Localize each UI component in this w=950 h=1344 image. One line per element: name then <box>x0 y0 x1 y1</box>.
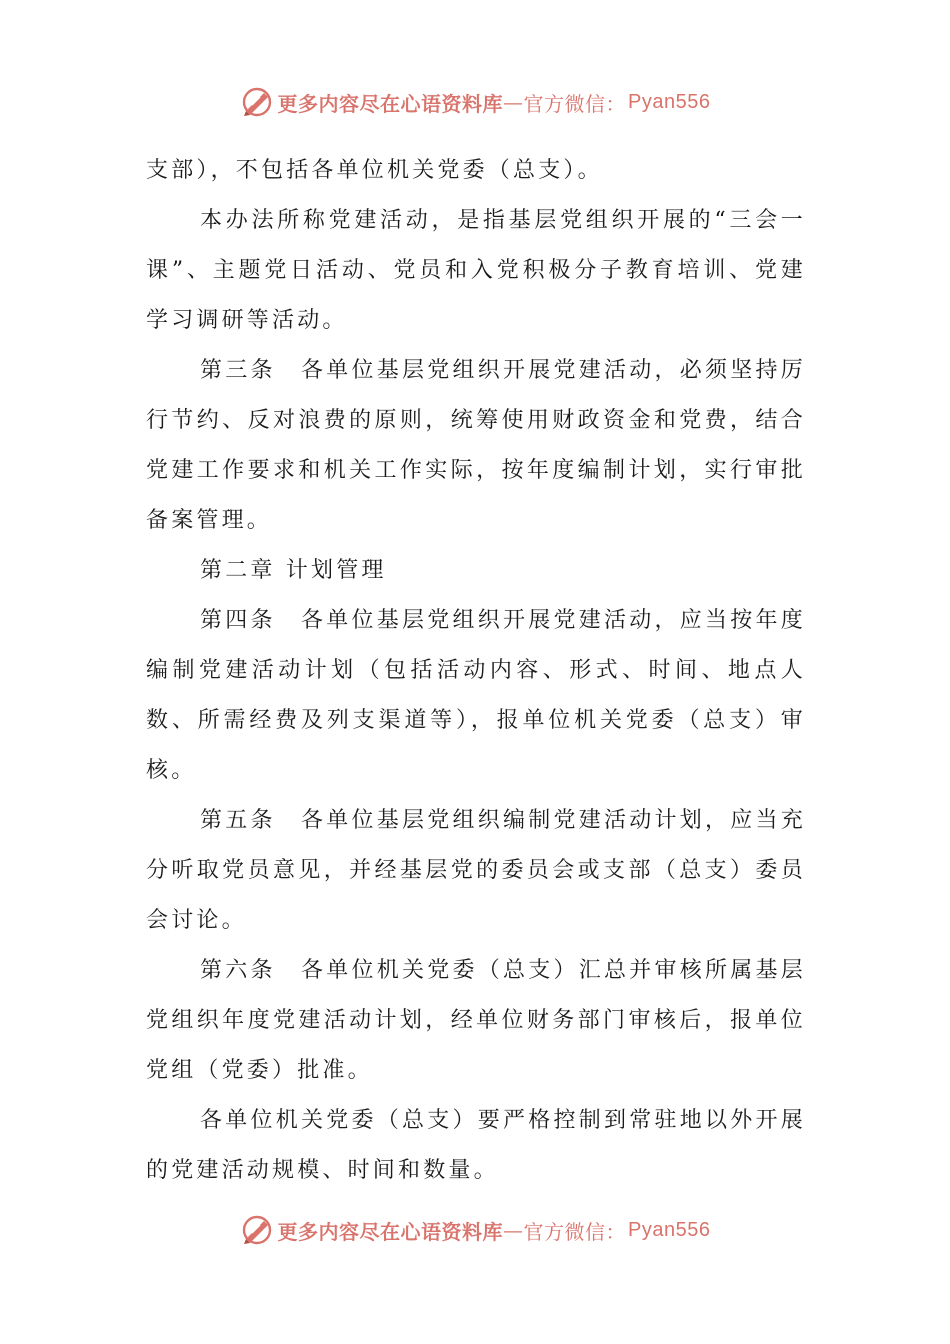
article-6-paragraph: 第六条 各单位机关党委（总支）汇总并审核所属基层党组织年度党建活动计划，经单位财务部门审核后，报单位党组（党委）批准。 <box>146 958 806 1083</box>
banner-wechat-id: Pyan556 <box>628 1218 711 1241</box>
watermark-banner-bottom <box>0 1210 950 1250</box>
watermark-banner-top <box>0 82 950 122</box>
paragraph-0: 支部），不包括各单位机关党委（总支）。 <box>146 158 603 183</box>
banner-dash: — <box>503 90 524 114</box>
banner-dash: — <box>503 1218 524 1242</box>
pen-logo-icon <box>240 1213 274 1247</box>
article-5-paragraph: 第五条 各单位基层党组织编制党建活动计划，应当充分听取党员意见，并经基层党的委员会或支部（总支）委员会讨论。 <box>146 808 806 933</box>
pen-logo-icon <box>240 85 274 119</box>
banner-wechat-label: 官方微信： <box>523 1219 627 1244</box>
paragraph-1: 本办法所称党建活动，是指基层党组织开展的“三会一课”、主题党日活动、党员和入党积极分子教育培训、党建学习调研等活动。 <box>146 208 806 333</box>
paragraph-7: 各单位机关党委（总支）要严格控制到常驻地以外开展的党建活动规模、时间和数量。 <box>146 1108 806 1183</box>
banner-wechat-label: 官方微信： <box>523 91 627 116</box>
banner-wechat-id: Pyan556 <box>628 90 711 113</box>
banner-site-text: 更多内容尽在心语资料库 <box>277 91 504 116</box>
banner-site-text: 更多内容尽在心语资料库 <box>277 1219 504 1244</box>
article-3-paragraph: 第三条 各单位基层党组织开展党建活动，必须坚持厉行节约、反对浪费的原则，统筹使用财政资金和党费，结合党建工作要求和机关工作实际，按年度编制计划，实行审批备案管理。 <box>146 358 806 533</box>
document-body <box>146 146 806 1196</box>
chapter-2-heading: 第二章 计划管理 <box>200 558 387 583</box>
article-4-paragraph: 第四条 各单位基层党组织开展党建活动，应当按年度编制党建活动计划（包括活动内容、形式、时间、地点人数、所需经费及列支渠道等），报单位机关党委（总支）审核。 <box>146 608 806 783</box>
